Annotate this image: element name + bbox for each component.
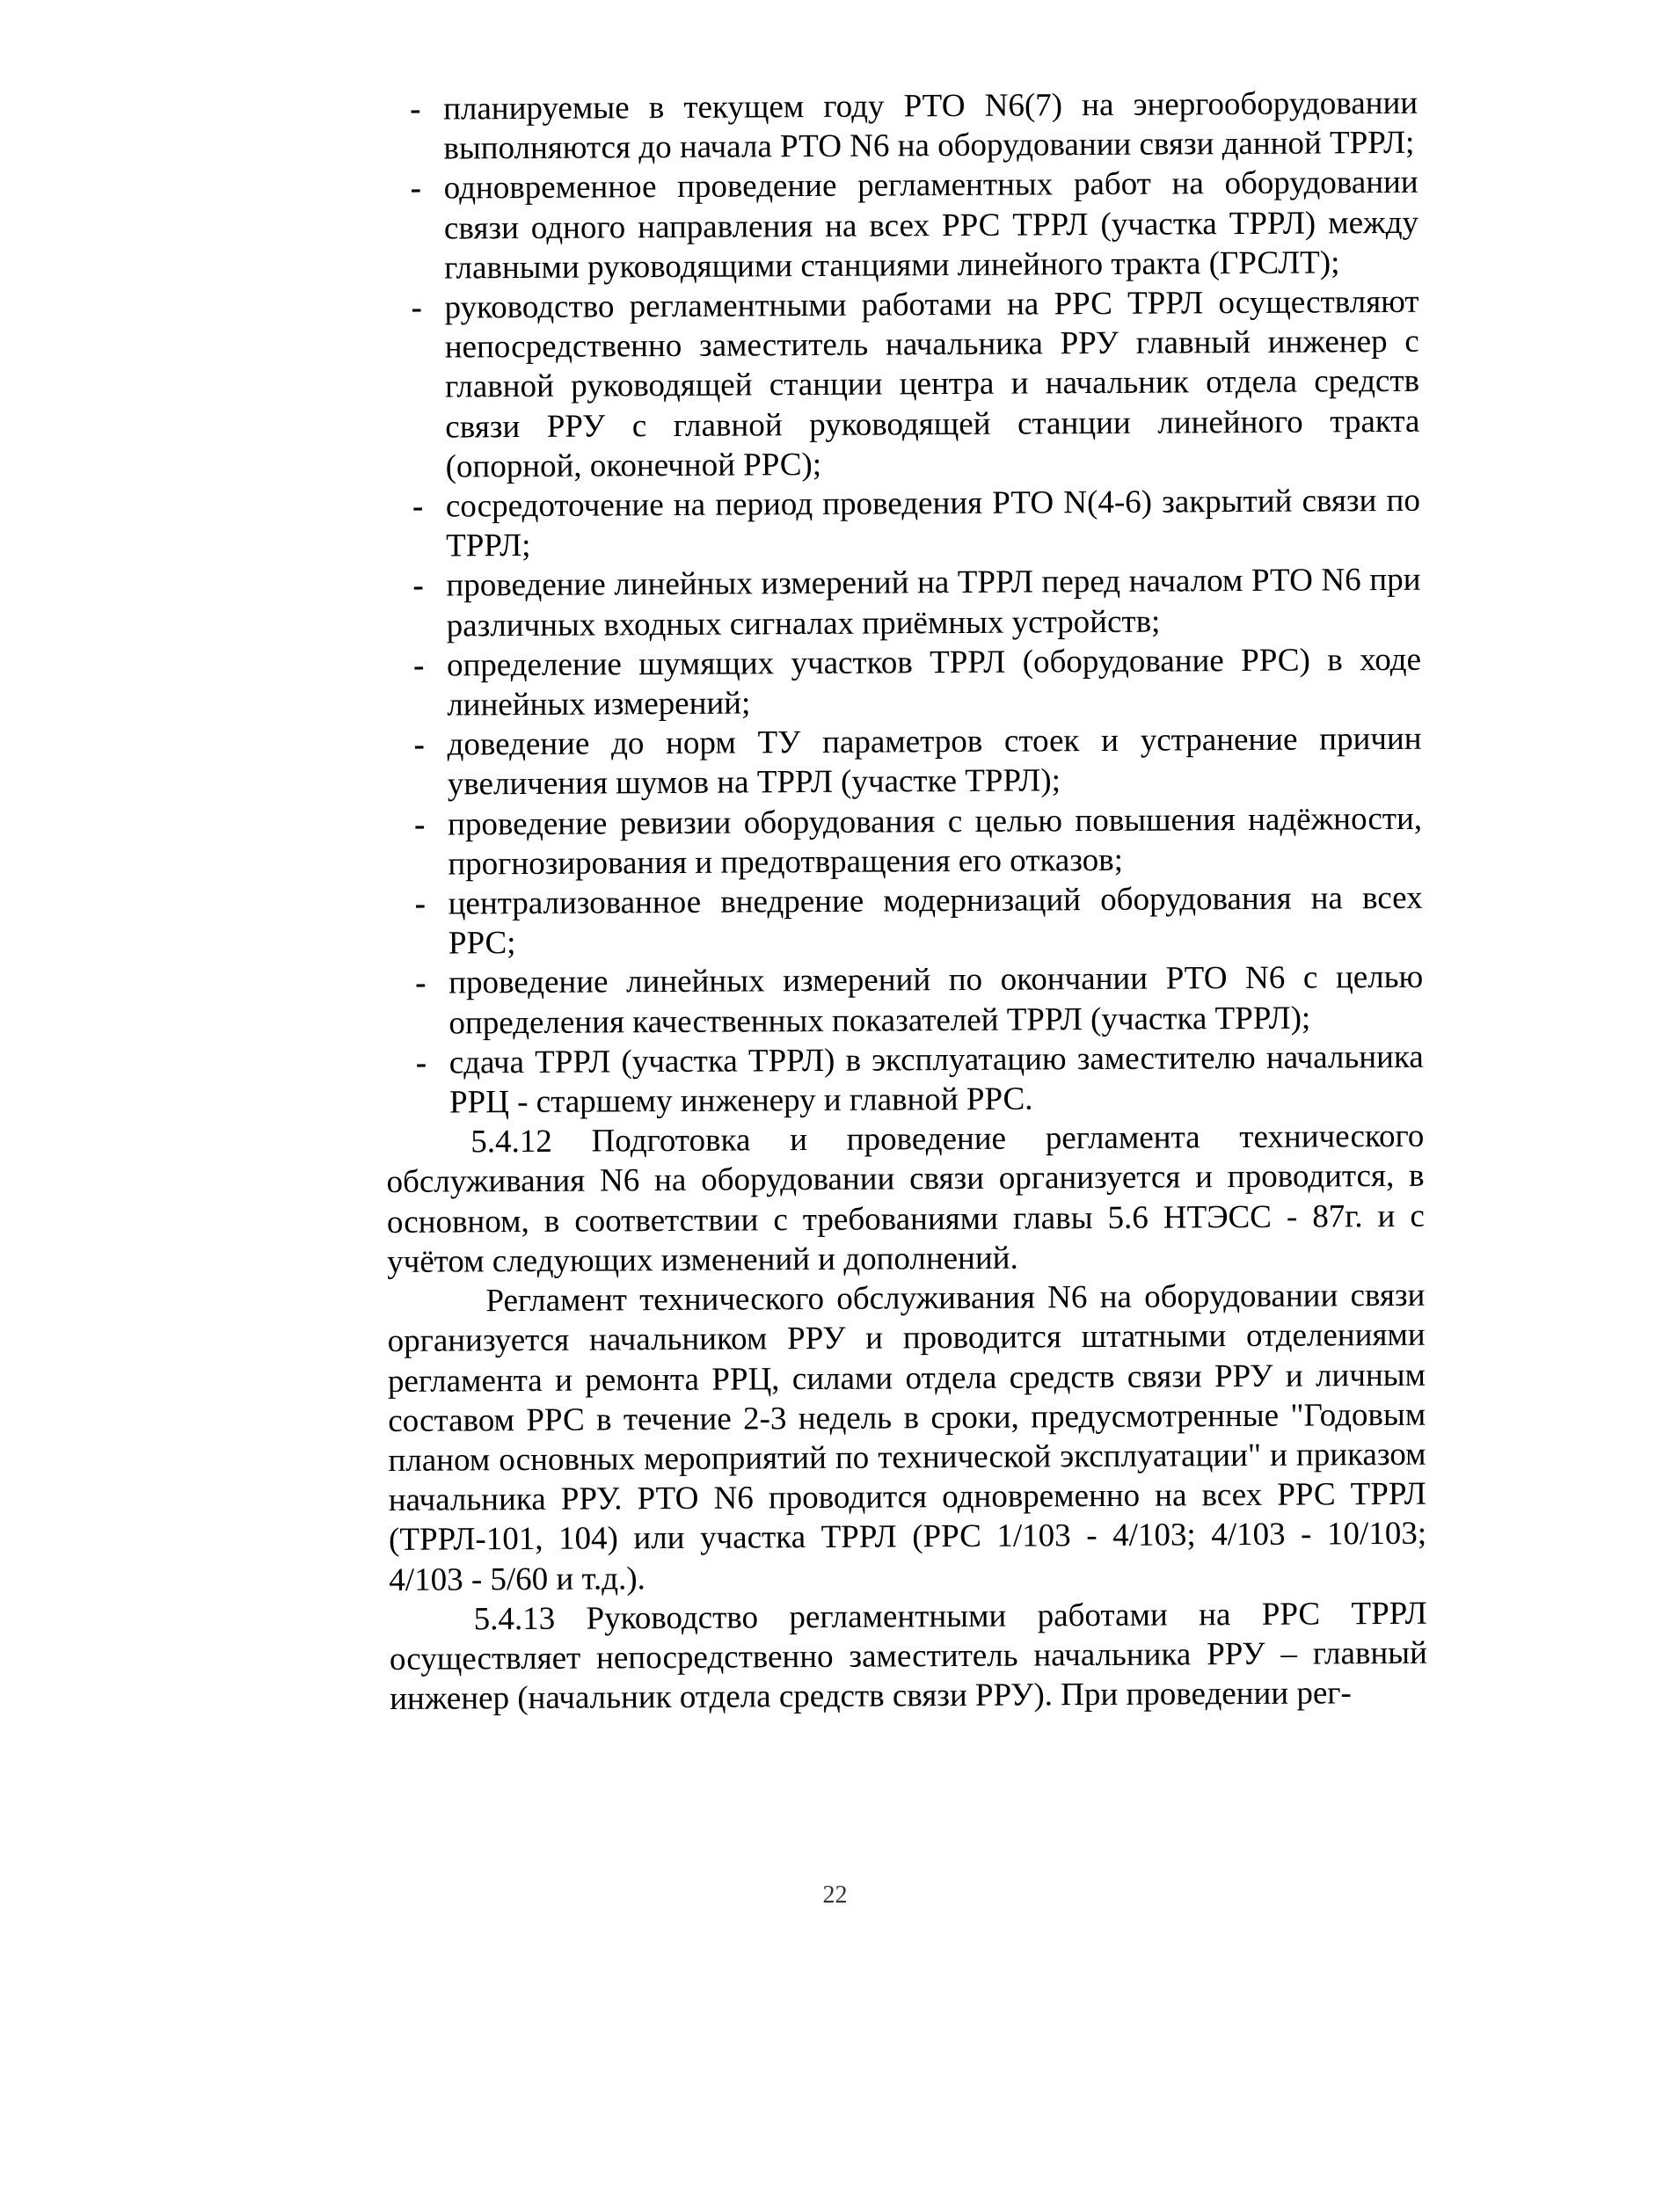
bullet-dash: - [410, 91, 421, 127]
list-item-text: проведение ревизии оборудования с целью повышения надёжности, прогнозирования и предотвращения его отказов; [447, 800, 1423, 883]
list-item-text: руководство регламентными работами на РРС ТРРЛ осуществляют непосредственно заместитель начальника РРУ главный инженер с главной руководящей станции центра и начальник отдела средств связи РРУ с главной руководящей станции линейного тракта (опорной, оконечной РРС); [444, 283, 1420, 485]
bullet-dash: - [413, 726, 426, 764]
bullet-list [380, 84, 1424, 1123]
section-5-4-13-paragraph: 5.4.13 Руководство регламентными работами на РРС ТРРЛ осуществляет непосредственно заместитель начальника РРУ – главный инженер (начальник отдела средств связи РРУ). При проведении рег- [389, 1595, 1428, 1718]
bullet-dash: - [415, 965, 427, 1002]
list-item-text: централизованное внедрение модернизаций оборудования на всех РРС; [448, 879, 1423, 962]
list-item [385, 957, 1424, 1044]
bullet-dash: - [413, 806, 426, 843]
list-item [386, 1037, 1425, 1124]
list-item-text: определение шумящих участков ТРРЛ (оборудование РРС) в ходе линейных измерений; [446, 641, 1422, 724]
bullet-dash: - [411, 289, 422, 326]
list-item-text: доведение до норм ТУ параметров стоек и устранение причин увеличения шумов на ТРРЛ (участке ТРРЛ); [447, 721, 1422, 803]
list-item-text: сдача ТРРЛ (участка ТРРЛ) в эксплуатацию заместителю начальника РРЦ - старшему инженеру и главной РРС. [448, 1038, 1424, 1121]
list-item [383, 481, 1421, 567]
bullet-dash: - [412, 647, 425, 684]
list-item [381, 163, 1419, 288]
list-item-text: одновременное проведение регламентных работ на оборудовании связи одного направления на всех РРС ТРРЛ (участка ТРРЛ) между главными руководящими станциями линейного тракта (ГРСЛТ); [443, 164, 1419, 287]
bullet-dash: - [415, 1044, 427, 1081]
list-item-text: проведение линейных измерений по окончании РТО N6 с целью определения качественных показателей ТРРЛ (участка ТРРЛ); [448, 959, 1424, 1042]
list-item [383, 560, 1421, 646]
bullet-dash: - [414, 885, 427, 922]
list-item [381, 282, 1419, 487]
section-5-4-12-paragraph: 5.4.12 Подготовка и проведение регламента технического обслуживания N6 на оборудовании связи организуется и проводится, в основном, в соответствии с требованиями главы 5.6 НТЭСС - 87г. и с учётом следующих изменений и дополнений. [386, 1118, 1425, 1280]
list-item [383, 640, 1422, 726]
list-item [385, 878, 1424, 964]
list-item-text: планируемые в текущем году РТО N6(7) на энергооборудовании выполняются до начала РТО N6 на оборудовании связи данной ТРРЛ; [443, 84, 1418, 167]
list-item [380, 84, 1418, 170]
page-number: 22 [822, 1881, 848, 1909]
bullet-dash: - [412, 488, 424, 525]
regulation-paragraph: Регламент технического обслуживания N6 на оборудовании связи организуется начальником РРУ и проводится штатными отделениями регламента и ремонта РРЦ, силами отдела средств связи РРУ и личным составом РРС в течение 2-3 недель в сроки, предусмотренные "Годовым планом основных мероприятий по технической эксплуатации" и приказом начальника РРУ. РТО N6 проводится одновременно на всех РРС ТРРЛ (ТРРЛ-101, 104) или участка ТРРЛ (РРС 1/103 - 4/103; 4/103 - 10/103; 4/103 - 5/60 и т.д.). [387, 1277, 1427, 1598]
list-item [383, 719, 1422, 805]
list-item-text: сосредоточение на период проведения РТО N(4-6) закрытий связи по ТРРЛ; [445, 482, 1421, 564]
bullet-dash: - [412, 568, 424, 605]
body-text [380, 84, 1427, 1720]
list-item [384, 798, 1423, 884]
list-item-text: проведение линейных измерений на ТРРЛ перед началом РТО N6 при различных входных сигналах приёмных устройств; [446, 562, 1421, 644]
bullet-dash: - [410, 171, 422, 207]
